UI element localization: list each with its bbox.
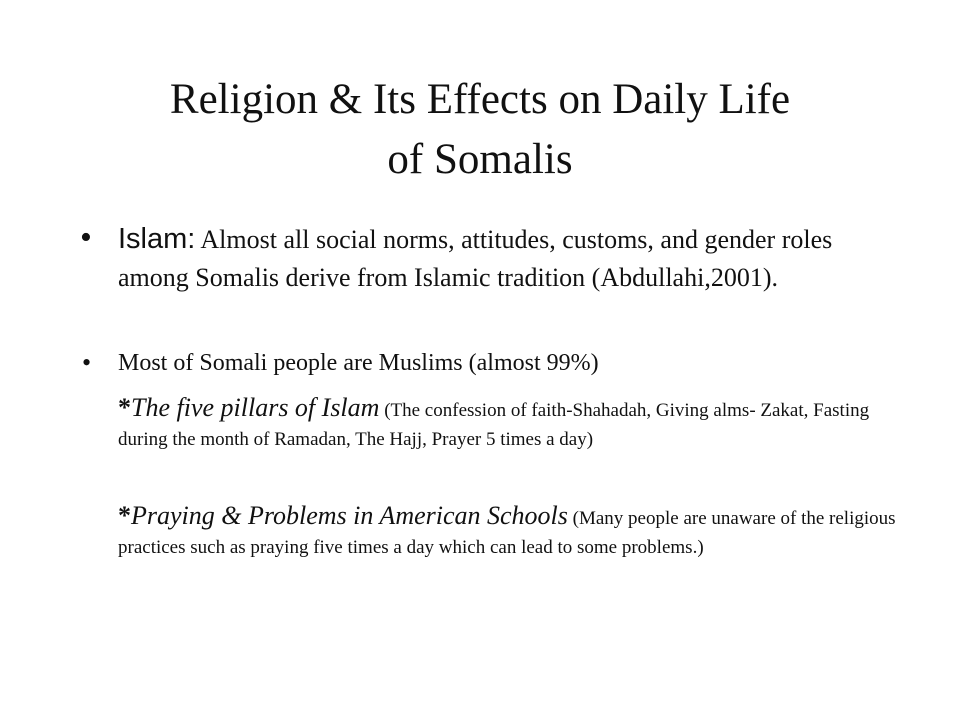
bullet-marker: • [80,219,92,256]
subitem-praying-problems-lead: Praying & Problems in American Schools [131,501,568,530]
subitem-star: * [118,501,131,530]
subitem-star: * [118,393,131,422]
bullet-muslims-text: Most of Somali people are Muslims (almost 99%) [118,350,599,376]
slide-title-line-2: of Somalis [387,136,573,183]
subitem-five-pillars-lead: The five pillars of Islam [131,393,380,422]
bullet-islam [80,219,898,297]
subitem-five-pillars [118,393,898,454]
bullet-marker: • [82,348,92,377]
subitem-five-pillars-text: (The confession of faith-Shahadah, Giving alms- Zakat, Fasting during the month of Ramadan, The Hajj, Prayer 5 times a day) [118,400,870,450]
bullet-islam-text: Almost all social norms, attitudes, customs, and gender roles among Somalis derive from Islamic tradition (Abdullahi,2001). [118,225,833,292]
slide-title [60,70,900,190]
bullet-muslims [82,346,898,380]
bullet-islam-lead: Islam: [118,223,196,255]
subitem-praying-problems-text: (Many people are unaware of the religious practices such as praying five times a day which can lead to some problems.) [118,508,896,558]
subitem-praying-problems [118,501,898,562]
slide-title-line-1: Religion & Its Effects on Daily Life [169,76,791,123]
